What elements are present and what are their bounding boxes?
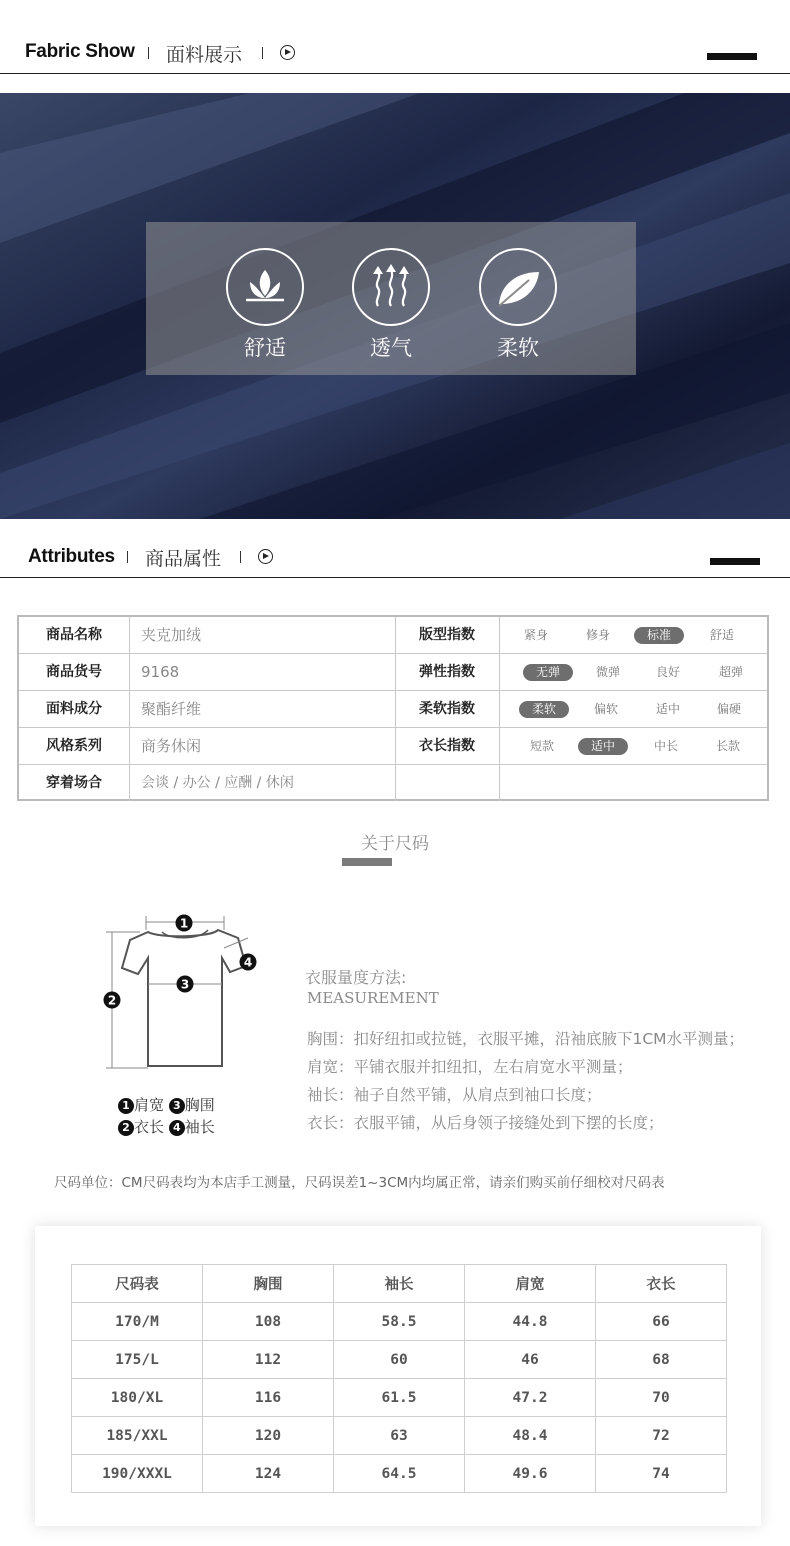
index-options [501, 691, 767, 728]
attribute-name: 穿着场合 [46, 775, 102, 791]
table-cell: 58.5 [334, 1303, 465, 1341]
index-name: 柔软指数 [419, 701, 475, 717]
measurement-line: 肩宽：平铺衣服并扣纽扣，左右肩宽水平测量； [307, 1058, 633, 1076]
attributes-table [17, 615, 769, 801]
index-option: 超弹 [718, 665, 743, 679]
table-cell: 48.4 [465, 1417, 596, 1455]
header-divider [262, 47, 263, 59]
attribute-row [19, 728, 767, 765]
index-option-selected: 适中 [578, 738, 628, 755]
index-option: 修身 [585, 628, 610, 642]
table-cell: 60 [334, 1341, 465, 1379]
index-option: 良好 [655, 665, 680, 679]
attribute-row [19, 765, 767, 802]
measurement-line: 胸围：扣好纽扣或拉链，衣服平摊，沿袖底腋下1CM水平测量； [307, 1030, 745, 1048]
feature-soft [479, 248, 557, 362]
table-row [72, 1417, 727, 1455]
legend-number: 1 [118, 1098, 134, 1114]
table-row [72, 1379, 727, 1417]
measurement-line: 衣长：衣服平铺，从后身领子接缝处到下摆的长度； [307, 1114, 664, 1132]
header-divider [148, 47, 149, 59]
index-options [501, 728, 767, 765]
table-cell: 68 [596, 1341, 727, 1379]
attribute-name: 商品名称 [46, 627, 102, 643]
fabric-section-header [0, 34, 790, 74]
table-cell: 116 [203, 1379, 334, 1417]
column-header: 衣长 [596, 1265, 727, 1303]
index-option: 微弹 [595, 665, 620, 679]
index-option: 短款 [529, 739, 554, 753]
attribute-value: 9168 [141, 663, 180, 681]
table-cell: 190/XXXL [72, 1455, 203, 1493]
size-table [71, 1264, 727, 1493]
attribute-name: 商品货号 [46, 664, 102, 680]
diagram-number-1 [176, 915, 193, 932]
index-name: 弹性指数 [419, 664, 475, 680]
table-cell: 185/XXL [72, 1417, 203, 1455]
table-cell: 64.5 [334, 1455, 465, 1493]
table-cell: 112 [203, 1341, 334, 1379]
attribute-name: 面料成分 [46, 701, 102, 717]
cotton-icon [226, 248, 304, 326]
feature-label: 柔软 [497, 336, 539, 360]
measurement-legend [118, 1094, 215, 1138]
diagram-number-3 [177, 976, 194, 993]
legend-label: 袖长 [184, 1118, 215, 1136]
table-cell: 46 [465, 1341, 596, 1379]
index-option: 偏软 [593, 702, 618, 716]
table-cell: 175/L [72, 1341, 203, 1379]
legend-number: 4 [169, 1120, 185, 1136]
table-cell: 61.5 [334, 1379, 465, 1417]
table-cell: 44.8 [465, 1303, 596, 1341]
column-header: 尺码表 [72, 1265, 203, 1303]
table-row [72, 1455, 727, 1493]
measurement-method-subtitle: MEASUREMENT [307, 989, 439, 1007]
attribute-value: 夹克加绒 [141, 626, 202, 644]
legend-label: 衣长 [134, 1118, 165, 1136]
column-header: 袖长 [334, 1265, 465, 1303]
attribute-value: 会谈 / 办公 / 应酬 / 休闲 [141, 775, 294, 791]
table-cell: 74 [596, 1455, 727, 1493]
index-option: 长款 [715, 739, 740, 753]
column-header: 肩宽 [465, 1265, 596, 1303]
attribute-value: 商务休闲 [141, 737, 202, 755]
svg-text:1: 1 [179, 916, 189, 931]
feature-panel [146, 222, 636, 375]
svg-text:3: 3 [180, 977, 190, 992]
table-cell: 72 [596, 1417, 727, 1455]
table-cell: 70 [596, 1379, 727, 1417]
attributes-header-cn: 商品属性 [145, 548, 222, 570]
index-option-selected: 标准 [634, 627, 684, 644]
index-option-selected: 无弹 [523, 664, 573, 681]
index-option: 紧身 [523, 628, 548, 642]
fabric-header-cn: 面料展示 [166, 44, 243, 66]
index-option-selected: 柔软 [519, 701, 569, 718]
table-row [72, 1303, 727, 1341]
header-divider [127, 551, 128, 563]
attribute-value: 聚酯纤维 [141, 700, 202, 718]
attribute-name: 风格系列 [46, 738, 102, 754]
svg-text:2: 2 [107, 993, 117, 1008]
legend-number: 2 [118, 1120, 134, 1136]
legend-label: 肩宽 [134, 1096, 165, 1114]
index-option: 适中 [655, 702, 680, 716]
table-cell: 124 [203, 1455, 334, 1493]
table-cell: 170/M [72, 1303, 203, 1341]
fabric-image [0, 93, 790, 519]
index-option: 舒适 [709, 628, 734, 642]
table-header-row [72, 1265, 727, 1303]
measurement-method-title: 衣服量度方法: [305, 968, 407, 987]
size-section-title: 关于尺码 [361, 834, 429, 854]
table-cell: 66 [596, 1303, 727, 1341]
index-options [501, 654, 767, 691]
legend-label: 胸围 [184, 1096, 215, 1114]
table-cell: 63 [334, 1417, 465, 1455]
diagram-number-2 [104, 992, 121, 1009]
index-name: 衣长指数 [419, 738, 475, 754]
diagram-number-4 [240, 954, 257, 971]
table-cell: 47.2 [465, 1379, 596, 1417]
table-row [72, 1341, 727, 1379]
feature-label: 舒适 [244, 336, 286, 360]
play-circle-icon[interactable] [280, 45, 295, 60]
index-options [501, 617, 767, 654]
table-cell: 120 [203, 1417, 334, 1455]
table-cell: 180/XL [72, 1379, 203, 1417]
table-cell: 49.6 [465, 1455, 596, 1493]
feather-icon [479, 248, 557, 326]
fabric-header-en: Fabric Show [25, 41, 135, 62]
feature-breathable [352, 248, 430, 362]
size-title-accent-bar [342, 858, 392, 866]
table-cell: 108 [203, 1303, 334, 1341]
header-accent-bar [707, 53, 757, 60]
measurement-line: 袖长：袖子自然平铺，从肩点到袖口长度； [307, 1086, 602, 1104]
legend-number: 3 [169, 1098, 185, 1114]
feature-comfort [226, 248, 304, 362]
header-accent-bar [710, 558, 760, 565]
attribute-row [19, 617, 767, 654]
size-unit-note: 尺码单位：CM尺码表均为本店手工测量，尺码误差1~3CM内均属正常，请亲们购买前仔细校对尺码表 [54, 1175, 665, 1191]
breathable-arrows-icon [352, 248, 430, 326]
index-name: 版型指数 [419, 627, 475, 643]
tshirt-measurement-diagram [100, 910, 265, 1075]
feature-label: 透气 [370, 336, 412, 360]
attribute-row [19, 654, 767, 691]
attributes-section-header [0, 538, 790, 578]
svg-text:4: 4 [243, 955, 253, 970]
index-option: 偏硬 [716, 702, 741, 716]
column-header: 胸围 [203, 1265, 334, 1303]
index-option: 中长 [653, 739, 678, 753]
attributes-header-en: Attributes [28, 546, 115, 567]
play-circle-icon[interactable] [258, 549, 273, 564]
attribute-row [19, 691, 767, 728]
header-divider [240, 551, 241, 563]
